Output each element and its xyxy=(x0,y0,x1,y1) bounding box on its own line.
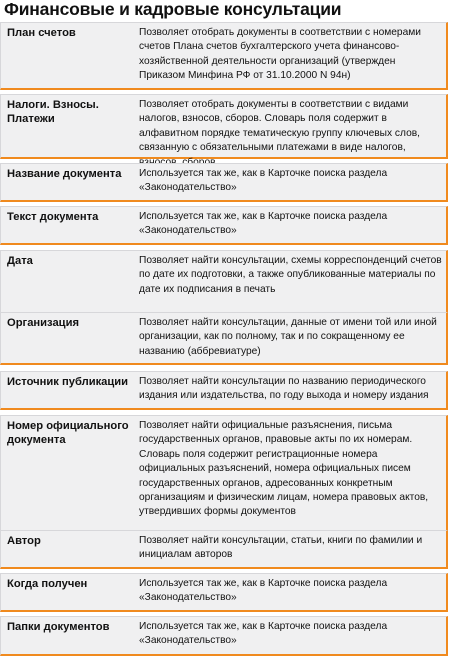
row-term: Автор xyxy=(7,535,41,547)
table-row xyxy=(0,94,448,159)
row-description: Позволяет найти консультации по названию периодического издания или издательства, по году выхода и номеру издания xyxy=(139,376,429,402)
row-term: Текст документа xyxy=(7,211,99,223)
table-row xyxy=(0,22,448,90)
row-term: Папки документов xyxy=(7,621,110,633)
table-row xyxy=(0,206,448,245)
row-term: Источник публикации xyxy=(7,376,129,388)
table-row xyxy=(0,163,448,202)
row-description: Позволяет отобрать документы в соответствии с видами налогов, взносов, сборов. Словарь поля содержит в алфавитном порядке тематическую группу ключевых слов, связанную с обязательными платежами в виде налогов, xyxy=(139,99,420,154)
page-title: Финансовые и кадровые консультации xyxy=(4,0,342,19)
row-description: Позволяет отобрать документы в соответствии с номерами счетов Плана счетов бухгалтерского учета финансово-хозяйственной деятельности организаций (утвержден Приказом Минфина РФ от 31.10.2000 N 94н) xyxy=(139,27,421,82)
table-row xyxy=(0,573,448,612)
row-term: Организация xyxy=(7,317,79,329)
row-description: Используется так же, как в Карточке поиска раздела «Законодательство» xyxy=(139,621,388,647)
row-term: План счетов xyxy=(7,27,76,39)
table-row xyxy=(0,312,448,365)
row-description: Позволяет найти консультации, статьи, книги по фамилии и инициалам авторов xyxy=(139,535,423,561)
row-description: Используется так же, как в Карточке поиска раздела «Законодательство» xyxy=(139,168,388,194)
row-term: Номер официального документа xyxy=(7,420,129,446)
row-description: Позволяет найти официальные разъяснения, письма государственных органов, правовые акты по их номерам. Словарь поля содержит регистрационные номера официальных разъяснений, номера официальных писем государственных органов, адресованных конкретным организациям и физическим лицам, номера правовых актов, утвердивших формы документов xyxy=(139,420,429,518)
row-description: Позволяет найти консультации, схемы корреспонденций счетов по дате их подготовки, а также опубликованные материалы по дате их подписания в печать xyxy=(139,255,442,295)
table-row xyxy=(0,415,448,543)
row-description: Позволяет найти консультации, данные от имени той или иной организации, как по полному, так и по сокращенному ее названию (аббревиатуре) xyxy=(139,317,437,357)
table-row xyxy=(0,530,448,569)
row-term: Название документа xyxy=(7,168,122,180)
row-term: Дата xyxy=(7,255,33,267)
row-term: Когда получен xyxy=(7,578,88,590)
table-row xyxy=(0,371,448,410)
row-description: Используется так же, как в Карточке поиска раздела «Законодательство» xyxy=(139,211,388,237)
table-row xyxy=(0,616,448,656)
row-description: Используется так же, как в Карточке поиска раздела «Законодательство» xyxy=(139,578,388,604)
row-term: Налоги. Взносы. Платежи xyxy=(7,99,99,125)
